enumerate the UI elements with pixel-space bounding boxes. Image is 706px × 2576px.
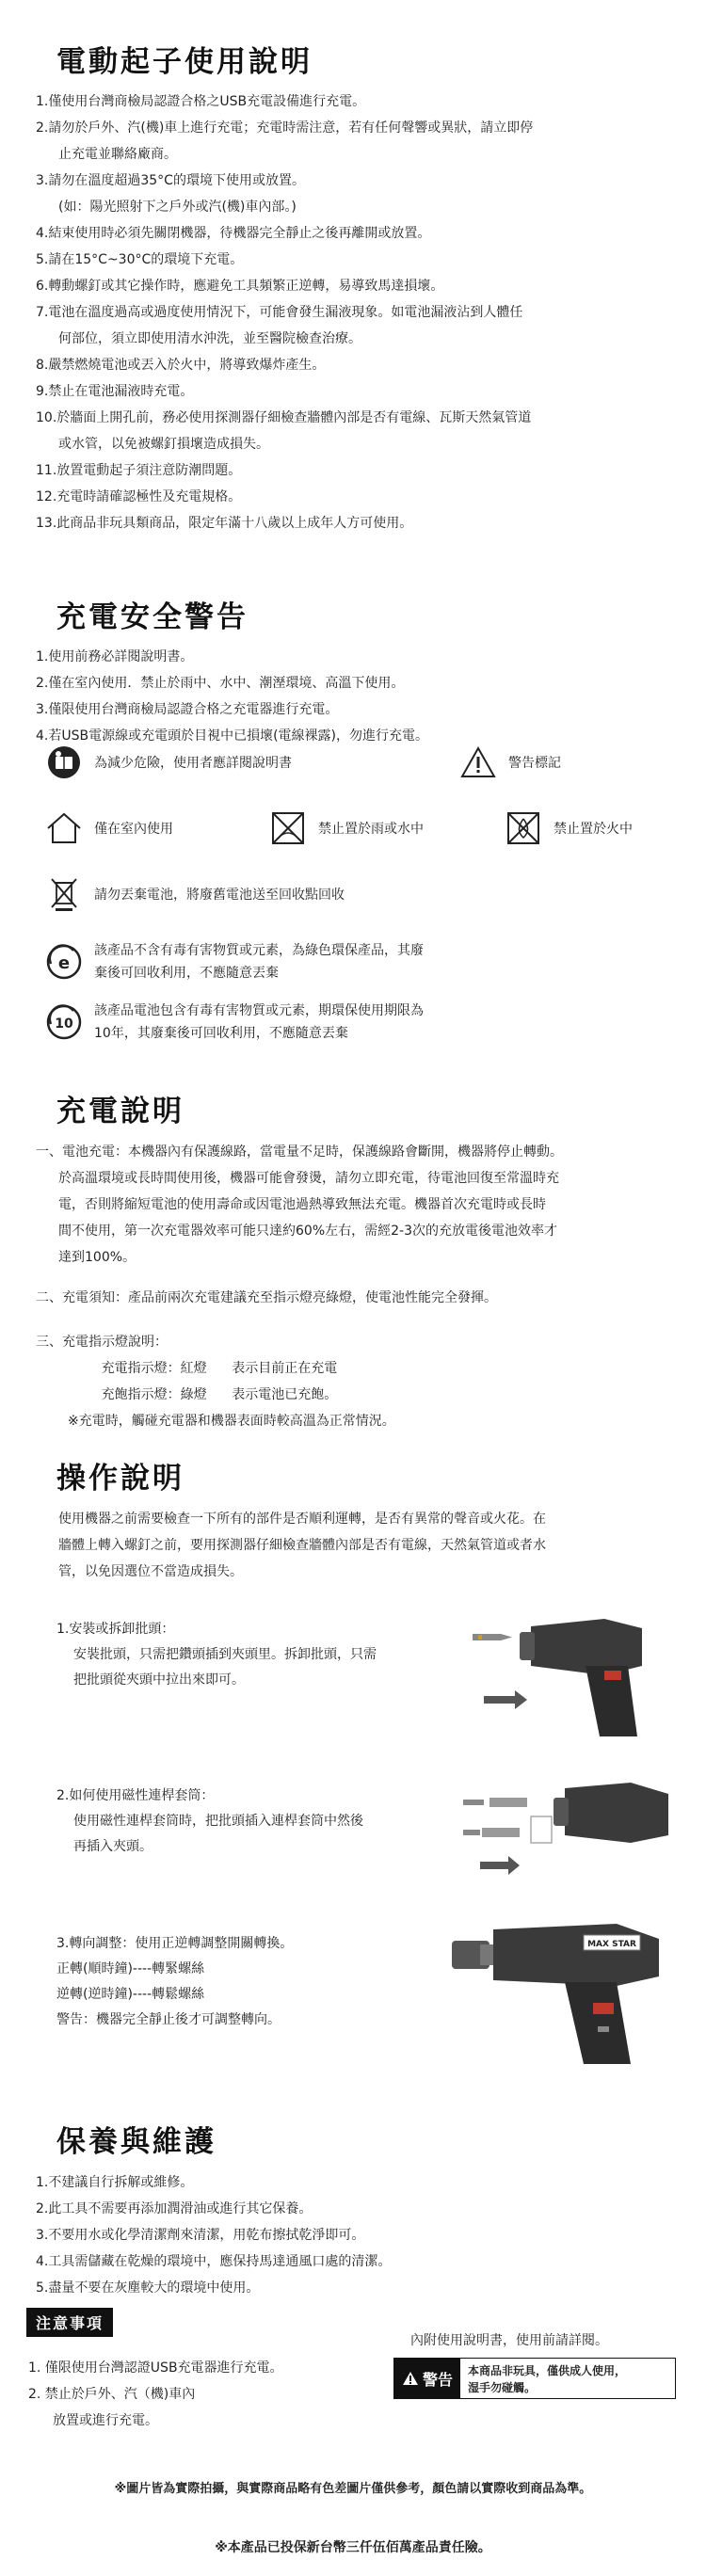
text-line: 充電指示燈：紅燈 表示目前正在充電 — [68, 1361, 338, 1376]
text-line: 本商品非玩具，僅供成人使用， — [468, 2364, 627, 2377]
warning-label — [394, 2359, 460, 2398]
symbol-label: 禁止置於火中 — [554, 822, 633, 837]
warning-text — [460, 2359, 634, 2398]
list-item: 3.請勿在溫度超過35°C的環境下使用或放置。 — [36, 173, 305, 188]
text-line: 2.如何使用磁性連桿套筒： — [56, 1788, 215, 1803]
notice-list — [28, 2355, 283, 2434]
list-item: 4.結束使用時必須先關閉機器，待機器完全靜止之後再離開或放置。 — [36, 226, 431, 241]
text-line: 達到100%。 — [58, 1250, 136, 1265]
ten-year-icon — [45, 1005, 83, 1039]
text-line: 3.轉向調整：使用正逆轉調整開關轉換。 — [56, 1936, 294, 1951]
symbol-text-block — [94, 1000, 424, 1045]
warning-label-text: 警告 — [423, 2370, 454, 2389]
text-line: 使用磁性連桿套筒時，把批頭插入連桿套筒中然後 — [73, 1814, 363, 1829]
safety-list — [36, 644, 676, 749]
eco-e-label: e — [57, 953, 71, 973]
brand-label: MAX STAR — [587, 1940, 636, 1949]
list-item: 何部位，須立即使用清水沖洗，並至醫院檢查治療。 — [58, 331, 361, 346]
list-item: (如：陽光照射下之戶外或汽(機)車內部。) — [58, 200, 297, 215]
magnetic-socket-illustration — [452, 1769, 678, 1886]
symbol-label: 該產品不含有毒有害物質或元素，為綠色環保產品，其廢 — [94, 943, 424, 958]
list-item: 3.僅限使用台灣商檢局認證合格之充電器進行充電。 — [36, 702, 339, 717]
list-item: 1.僅使用台灣商檢局認證合格之USB充電設備進行充電。 — [36, 94, 366, 109]
list-item: 1.不建議自行拆解或維修。 — [36, 2175, 194, 2190]
section-title-charging-safety: 充電安全警告 — [56, 600, 249, 634]
list-item: 3.不要用水或化學清潔劑來清潔，用乾布擦拭乾淨即可。 — [36, 2228, 365, 2243]
manual-note: 內附使用說明書，使用前請詳閱。 — [410, 2333, 608, 2348]
text-line: 管，以免因選位不當造成損失。 — [58, 1564, 243, 1579]
usage-list — [36, 88, 676, 536]
symbol-label: 該產品電池包含有毒有害物質或元素，期環保使用期限為 — [94, 1003, 424, 1018]
text-line: 間不使用，第一次充電器效率可能只達約60%左右，需經2-3次的充放電後電池效率才 — [58, 1224, 557, 1239]
list-item: 8.嚴禁燃燒電池或丟入於火中，將導致爆炸產生。 — [36, 358, 326, 373]
symbol-no-rain — [269, 811, 424, 845]
symbol-green-product — [45, 939, 424, 984]
footer-disclaimer: ※圖片皆為實際拍攝，與實際商品略有色差圖片僅供參考，顏色請以實際收到商品為準。 — [114, 2482, 592, 2496]
symbol-label: 10年，其廢棄後可回收利用，不應隨意丟棄 — [94, 1026, 348, 1041]
symbol-label: 棄後可回收利用，不應隨意丟棄 — [94, 966, 279, 981]
symbol-no-fire — [505, 811, 633, 845]
list-item: 10.於牆面上開孔前，務必使用探測器仔細檢查牆體內部是否有電線、瓦斯天然氣管道 — [36, 410, 532, 425]
list-item: 2.此工具不需要再添加潤滑油或進行其它保養。 — [36, 2201, 313, 2216]
text-line: 湿手勿碰觸。 — [468, 2381, 537, 2394]
symbol-recycle-battery — [45, 877, 345, 911]
list-item: 1.使用前務必詳閱說明書。 — [36, 649, 194, 664]
footer-insurance: ※本產品已投保新台幣三仟伍佰萬產品責任險。 — [215, 2540, 491, 2555]
screwdriver-body-illustration — [442, 1909, 668, 2077]
list-item: 放置或進行充電。 — [53, 2413, 158, 2428]
charging-p1 — [36, 1139, 676, 1271]
no-rain-icon — [269, 811, 307, 845]
text-line: 充飽指示燈：綠燈 表示電池已充飽。 — [68, 1387, 338, 1402]
list-item: 4.若USB電源線或充電頭於目視中已損壞(電線裸露)，勿進行充電。 — [36, 728, 429, 744]
step-magnetic-socket — [56, 1784, 452, 1860]
notice-badge: 注意事項 — [26, 2308, 113, 2337]
list-item: 或水管，以免被螺釘損壞造成損失。 — [58, 437, 269, 452]
text-line: 安裝批頭，只需把鑽頭插到夾頭里。拆卸批頭，只需 — [73, 1647, 377, 1662]
list-item: 9.禁止在電池漏液時充電。 — [36, 384, 194, 399]
list-item: 2.請勿於戶外、汽(機)車上進行充電；充電時需注意，若有任何聲響或異狀，請立即停 — [36, 120, 534, 136]
list-item: 4.工具需儲藏在乾燥的環境中，應保持馬達通風口處的清潔。 — [36, 2254, 392, 2269]
operation-intro — [58, 1506, 676, 1585]
symbol-label: 為減少危險，使用者應詳閱說明書 — [94, 756, 292, 771]
symbol-label: 請勿丟棄電池，將廢舊電池送至回收點回收 — [94, 888, 345, 903]
text-line: 一、電池充電：本機器內有保護線路，當電量不足時，保護線路會斷開，機器將停止轉動。 — [36, 1144, 563, 1160]
charging-p2: 二、充電須知：產品前兩次充電建議充至指示燈亮綠燈，使電池性能完全發揮。 — [36, 1290, 497, 1305]
eco-e-icon — [45, 945, 83, 979]
read-manual-icon — [45, 745, 83, 779]
symbol-label: 禁止置於雨或水中 — [318, 822, 424, 837]
list-item: 7.電池在溫度過高或過度使用情況下，可能會發生漏液現象。如電池漏液沾到人體任 — [36, 305, 523, 320]
symbol-warning — [459, 745, 561, 779]
house-icon — [45, 811, 83, 845]
text-line: ※充電時，觸碰充電器和機器表面時較高溫為正常情況。 — [68, 1414, 395, 1429]
list-item: 6.轉動螺釘或其它操作時，應避免工具頻繁正逆轉，易導致馬達損壞。 — [36, 279, 444, 294]
symbol-text-block — [94, 939, 424, 984]
section-title-charging-instructions: 充電說明 — [56, 1095, 185, 1128]
maintenance-list — [36, 2169, 676, 2301]
warning-triangle-icon — [402, 2371, 419, 2386]
step-install-bit — [56, 1617, 452, 1693]
text-line: 再插入夾頭。 — [73, 1839, 152, 1854]
step-direction — [56, 1931, 471, 2033]
text-line: 三、充電指示燈說明： — [36, 1335, 168, 1350]
text-line: 電，否則將縮短電池的使用壽命或因電池過熱導致無法充電。機器首次充電時或長時 — [58, 1197, 546, 1212]
list-item: 1. 僅限使用台灣認證USB充電器進行充電。 — [28, 2360, 283, 2376]
section-title-maintenance: 保養與維護 — [56, 2125, 217, 2159]
text-line: 正轉(順時鐘)----轉緊螺絲 — [56, 1961, 205, 1976]
section-title-usage: 電動起子使用說明 — [56, 45, 313, 79]
symbol-indoor — [45, 811, 173, 845]
symbol-label: 僅在室內使用 — [94, 822, 173, 837]
list-item: 止充電並聯絡廠商。 — [58, 147, 177, 162]
list-item: 13.此商品非玩具類商品，限定年滿十八歲以上成年人方可使用。 — [36, 516, 413, 531]
section-title-operation: 操作說明 — [56, 1462, 185, 1496]
text-line: 把批頭從夾頭中拉出來即可。 — [73, 1672, 245, 1688]
ten-year-label: 10 — [55, 1016, 73, 1032]
text-line: 逆轉(逆時鐘)----轉鬆螺絲 — [56, 1987, 205, 2002]
warning-box — [393, 2358, 676, 2399]
text-line: 1.安裝或拆卸批頭： — [56, 1622, 175, 1637]
screwdriver-bit-illustration — [463, 1600, 670, 1745]
text-line: 牆體上轉入螺釘之前，要用探測器仔細檢查牆體內部是否有電線，天然氣管道或者水 — [58, 1538, 546, 1553]
list-item: 11.放置電動起子須注意防潮問題。 — [36, 463, 242, 478]
text-line: 使用機器之前需要檢查一下所有的部件是否順利運轉，是否有異常的聲音或火花。在 — [58, 1512, 546, 1527]
crossed-bin-icon — [45, 877, 83, 911]
symbol-ten-year — [45, 1000, 424, 1045]
symbol-label: 警告標記 — [508, 756, 561, 771]
list-item: 2. 禁止於戶外、汽（機)車內 — [28, 2387, 196, 2402]
list-item: 2.僅在室內使用．禁止於雨中、水中、潮溼環境、高溫下使用。 — [36, 676, 405, 691]
text-line: 警告：機器完全靜止後才可調整轉向。 — [56, 2012, 281, 2027]
symbol-read-manual — [45, 745, 292, 779]
text-line: 於高溫環境或長時間使用後，機器可能會發燙，請勿立即充電，待電池回復至常溫時充 — [58, 1171, 559, 1186]
list-item: 12.充電時請確認極性及充電規格。 — [36, 489, 242, 504]
list-item: 5.請在15°C~30°C的環境下充電。 — [36, 252, 244, 267]
list-item: 5.盡量不要在灰塵較大的環境中使用。 — [36, 2280, 260, 2296]
charging-p3 — [36, 1329, 676, 1434]
no-fire-icon — [505, 811, 542, 845]
warning-triangle-icon — [459, 745, 497, 779]
